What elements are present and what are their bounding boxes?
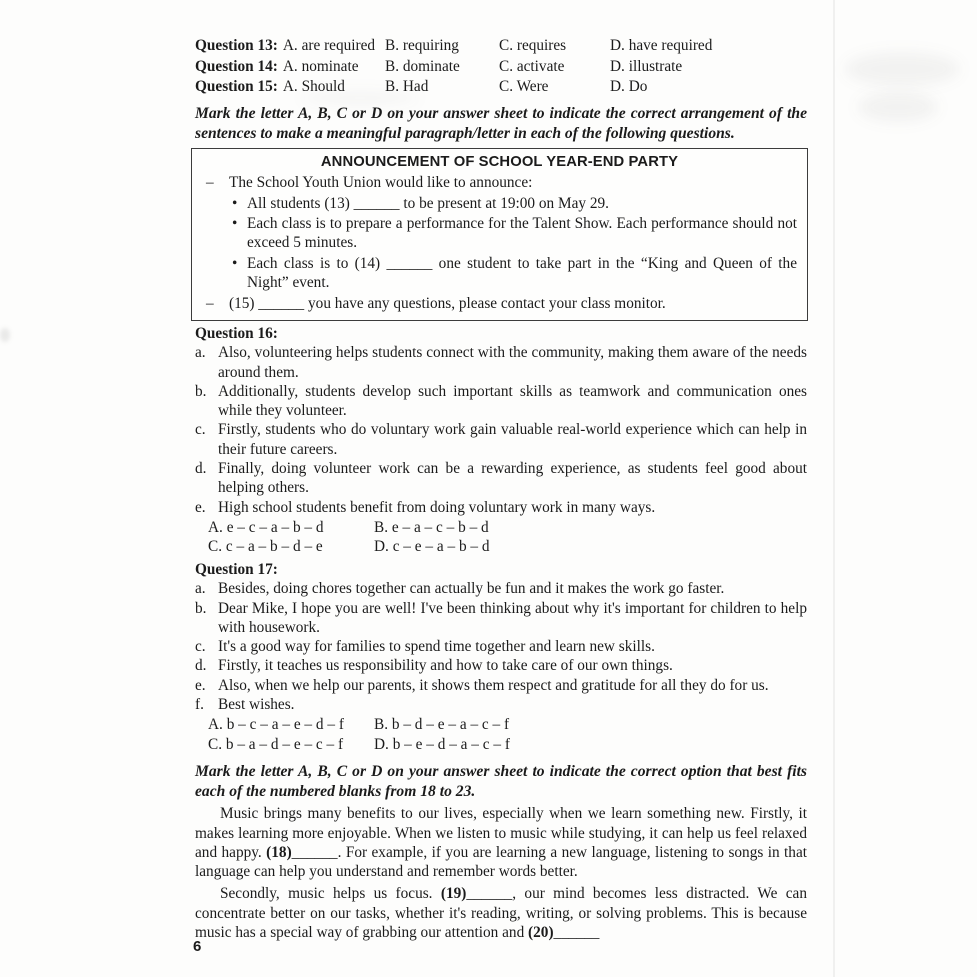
item-text: Finally, doing volunteer work can be a rewarding experience, as students feel good about helping others. xyxy=(218,460,807,497)
announcement-item xyxy=(202,254,797,293)
question-17-options xyxy=(208,715,807,754)
question-17-item-a xyxy=(195,579,807,598)
option-a: A. Should xyxy=(282,78,345,96)
item-label: a. xyxy=(195,580,206,598)
item-text: High school students benefit from doing voluntary work in many ways. xyxy=(218,498,656,516)
option-d: D. have required xyxy=(610,37,713,54)
question-17-item-e xyxy=(195,676,807,695)
question-16-item-b xyxy=(195,382,807,421)
scan-smudge xyxy=(845,52,960,86)
announcement-item xyxy=(202,214,797,253)
option-d: D. illustrate xyxy=(610,57,683,75)
question-16-options xyxy=(208,518,807,557)
blank-20-label: (20) xyxy=(528,924,554,942)
question-15-label: Question 15: xyxy=(195,78,278,96)
question-14-label: Question 14: xyxy=(195,57,278,75)
passage-text: ______ xyxy=(553,924,600,942)
item-text: It's a good way for families to spend time together and learn new skills. xyxy=(218,638,655,656)
bullet-marker: • xyxy=(232,254,238,272)
passage-text: ______. For example, if you are learning a new language, listening to songs in that language can help you understand and remember words better. xyxy=(195,843,807,881)
dash-marker: – xyxy=(206,174,214,192)
announcement-title: ANNOUNCEMENT OF SCHOOL YEAR-END PARTY xyxy=(320,154,679,171)
option-b: B. e – a – c – b – d xyxy=(374,518,489,536)
blank-18-label: (18) xyxy=(266,843,292,861)
announcement-item xyxy=(202,194,797,213)
item-label: d. xyxy=(195,657,207,675)
question-16-item-d xyxy=(195,459,807,498)
announcement-box xyxy=(191,148,808,321)
item-text: Besides, doing chores together can actually be fun and it makes the work go faster. xyxy=(218,580,725,598)
instruction-arrangement: Mark the letter A, B, C or D on your answer sheet to indicate the correct arrangement of the sentences to make a meaningful paragraph/letter in each of the following questions. xyxy=(195,105,807,142)
item-label: c. xyxy=(195,421,206,439)
question-13-row xyxy=(195,36,807,57)
question-13-label: Question 13: xyxy=(195,37,278,54)
item-label: e. xyxy=(195,676,206,694)
item-text: Firstly, it teaches us responsibility and how to take care of our own things. xyxy=(218,657,673,675)
passage-text: ______, our mind becomes less distracted. We can concentrate better on our tasks, whether it's reading, writing, or solving problems. This is because music has a special way of grabbing our attention and xyxy=(195,885,807,942)
option-d: D. b – e – d – a – c – f xyxy=(374,735,510,753)
item-text: Best wishes. xyxy=(218,696,295,713)
page-fold-line xyxy=(833,0,835,977)
question-17-item-f xyxy=(195,695,807,714)
option-a: A. nominate xyxy=(282,57,359,75)
passage-text: Secondly, music helps us focus. xyxy=(220,885,441,903)
question-13-option-a-cell xyxy=(195,36,385,57)
option-b: B. b – d – e – a – c – f xyxy=(374,716,510,734)
question-16-item-a xyxy=(195,343,807,382)
question-17-item-c xyxy=(195,637,807,656)
question-17-heading: Question 17: xyxy=(195,560,278,578)
question-16-item-c xyxy=(195,420,807,459)
option-b: B. Had xyxy=(385,78,429,96)
item-label: d. xyxy=(195,460,207,478)
announcement-text: All students (13) ______ to be present at 19:00 on May 29. xyxy=(247,194,609,212)
item-label: f. xyxy=(195,696,204,713)
blank-19-label: (19) xyxy=(440,885,467,903)
passage-text: Music brings many benefits to our lives, especially when we learn something new. Firstly, it makes learning more enjoyable. When we listen to music while studying, it can help us feel relaxed and happy. xyxy=(195,805,807,861)
item-label: a. xyxy=(195,344,206,362)
option-d: D. c – e – a – b – d xyxy=(374,538,490,556)
scan-smudge xyxy=(858,92,938,122)
item-label: b. xyxy=(195,382,207,400)
announcement-text: The School Youth Union would like to announce: xyxy=(229,174,533,192)
item-text: Also, volunteering helps students connect with the community, making them aware of the needs around them. xyxy=(218,344,807,381)
option-d: D. Do xyxy=(610,78,648,96)
bullet-marker: • xyxy=(232,194,238,212)
option-a: A. e – c – a – b – d xyxy=(208,518,324,536)
item-text: Firstly, students who do voluntary work gain valuable real-world experience which can help in their future careers. xyxy=(218,421,807,458)
item-text: Also, when we help our parents, it shows them respect and gratitude for all they do for us. xyxy=(218,676,769,694)
scan-smudge xyxy=(0,328,10,342)
announcement-item xyxy=(202,173,797,192)
option-c: C. requires xyxy=(499,37,567,54)
dash-marker: – xyxy=(206,294,214,312)
option-a: A. are required xyxy=(282,37,376,54)
bullet-marker: • xyxy=(232,214,238,232)
announcement-item xyxy=(202,294,797,313)
passage-paragraph-2 xyxy=(195,884,807,942)
option-b: B. requiring xyxy=(385,37,459,54)
question-15-option-a-cell xyxy=(195,77,385,98)
item-label: c. xyxy=(195,638,206,656)
option-b: B. dominate xyxy=(385,57,460,75)
question-16-heading: Question 16: xyxy=(195,324,278,342)
announcement-text: Each class is to (14) ______ one student to take part in the “King and Queen of the Night” event. xyxy=(247,254,797,292)
option-a: A. b – c – a – e – d – f xyxy=(208,716,344,734)
question-15-row xyxy=(195,77,807,98)
announcement-text: (15) ______ you have any questions, please contact your class monitor. xyxy=(229,294,666,312)
question-14-option-a-cell xyxy=(195,57,385,78)
option-c: C. c – a – b – d – e xyxy=(208,538,323,556)
page-content xyxy=(195,36,807,942)
option-c: C. b – a – d – e – c – f xyxy=(208,735,344,753)
instruction-blanks: Mark the letter A, B, C or D on your answer sheet to indicate the correct option that best fits each of the numbered blanks from 18 to 23. xyxy=(195,763,807,800)
option-c: C. activate xyxy=(499,57,565,75)
option-c: C. Were xyxy=(499,78,549,96)
item-label: e. xyxy=(195,498,206,516)
item-text: Dear Mike, I hope you are well! I've been thinking about why it's important for children to help with housework. xyxy=(218,599,807,636)
passage-paragraph-1 xyxy=(195,804,807,881)
question-17-item-d xyxy=(195,656,807,675)
item-label: b. xyxy=(195,599,207,617)
page-number: 6 xyxy=(193,938,202,955)
question-16-item-e xyxy=(195,498,807,517)
announcement-text: Each class is to prepare a performance for the Talent Show. Each performance should not exceed 5 minutes. xyxy=(247,214,797,252)
question-14-row xyxy=(195,57,807,78)
question-17-item-b xyxy=(195,599,807,638)
item-text: Additionally, students develop such important skills as teamwork and communication ones while they volunteer. xyxy=(218,382,807,420)
